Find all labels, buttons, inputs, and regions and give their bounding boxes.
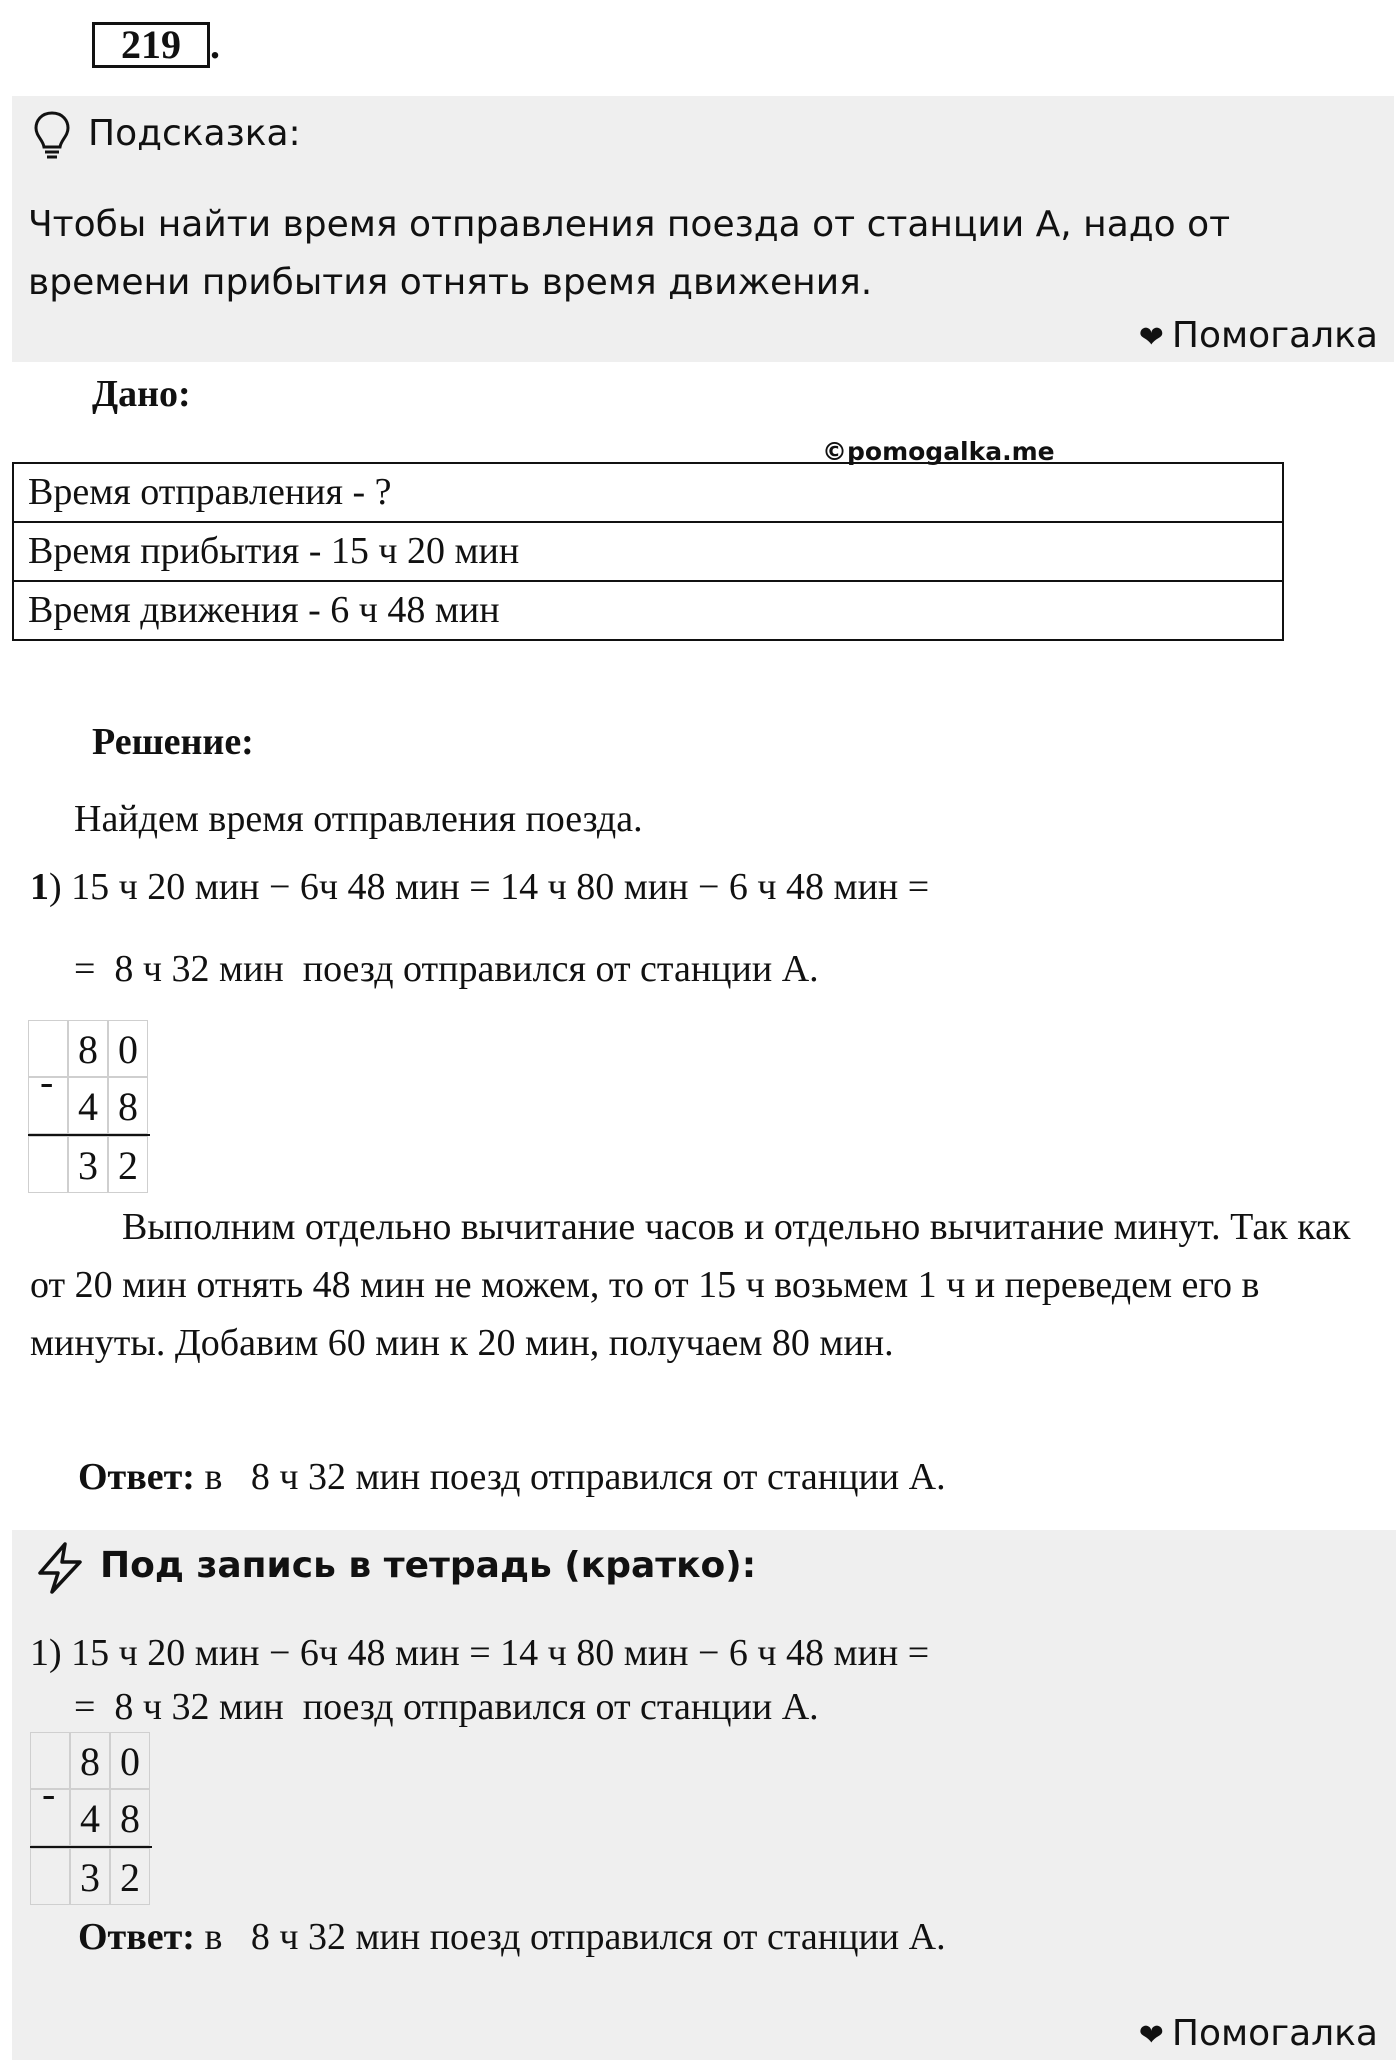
given-row-departure: Время отправления - ? [13,463,1283,522]
notebook-line1: 1) 15 ч 20 мин − 6ч 48 мин = 14 ч 80 мин − 6 ч 48 мин = [30,1632,930,1674]
given-title: Дано: [92,373,191,415]
minus-sign: - [42,1771,56,1816]
solution-step-line2: = 8 ч 32 мин поезд отправился от станции А. [74,948,819,990]
digit: 0 [108,1020,148,1077]
given-table [12,462,1284,641]
given-row-duration: Время движения - 6 ч 48 мин [13,581,1283,640]
digit: 8 [110,1789,150,1846]
hint-title: Подсказка: [88,113,301,154]
digit: 3 [70,1848,110,1905]
solution-title: Решение: [92,721,254,763]
solution-intro: Найдем время отправления поезда. [74,798,643,840]
digit: 4 [70,1789,110,1846]
solution-answer: Ответ: в 8 ч 32 мин поезд отправился от станции А. [78,1456,946,1498]
digit: 2 [110,1848,150,1905]
hint-text: Чтобы найти время отправления поезда от станции А, надо от времени прибытия отнять время движения. [28,204,1231,303]
digit: 8 [70,1732,110,1789]
given-row-arrival: Время прибытия - 15 ч 20 мин [13,522,1283,581]
brand-label-top: ❤ Помогалка [1138,315,1378,356]
brand-label-bottom: ❤ Помогалка [1138,2013,1378,2054]
digit: 4 [68,1077,108,1134]
lightbulb-icon [32,110,72,160]
notebook-answer: Ответ: в 8 ч 32 мин поезд отправился от станции А. [78,1916,946,1958]
digit: 8 [108,1077,148,1134]
notebook-line2: = 8 ч 32 мин поезд отправился от станции А. [74,1686,819,1728]
task-number: 219 [92,22,210,68]
digit: 2 [108,1136,148,1193]
notebook-title: Под запись в тетрадь (кратко): [100,1545,757,1586]
step-number: 1 [30,866,49,908]
watermark: ©pomogalka.me [822,437,1055,466]
notebook-box [12,1530,1396,2060]
solution-step-line1: 1) 15 ч 20 мин − 6ч 48 мин = 14 ч 80 мин − 6 ч 48 мин = [30,866,930,908]
table-row [13,522,1283,581]
minus-sign: - [40,1059,54,1104]
digit: 3 [68,1136,108,1193]
lightning-icon [32,1540,88,1596]
table-row [13,581,1283,640]
heart-icon: ❤ [1138,2018,1164,2053]
digit: 0 [110,1732,150,1789]
heart-icon: ❤ [1138,320,1164,355]
task-number-dot: . [210,22,220,67]
solution-explanation: Выполним отдельно вычитание часов и отдельно вычитание минут. Так как от 20 мин отнять 48 мин не можем, то от 15 ч возьмем 1 ч и переведем его в минуты. Добавим 60 мин к 20 мин, получаем 80 мин. [30,1206,1351,1364]
table-row [13,463,1283,522]
digit: 8 [68,1020,108,1077]
